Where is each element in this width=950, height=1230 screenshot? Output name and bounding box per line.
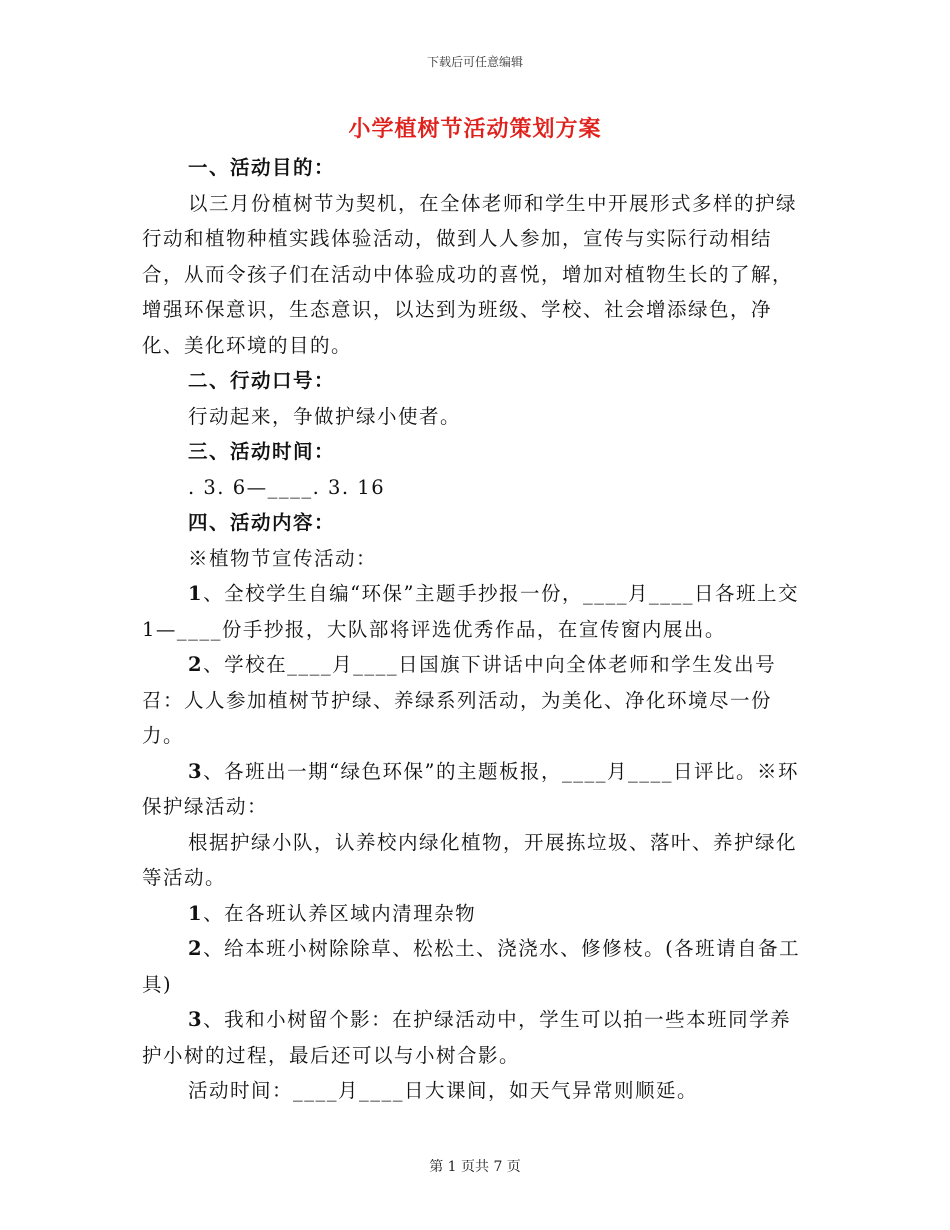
paragraph-slogan: 行动起来，争做护绿小使者。 bbox=[188, 404, 462, 428]
list-item-text: 、全校学生自编“环保”主题手抄报一份，____月____日各班上交1—____份手抄报，大队部将评选优秀作品，在宣传窗内展出。 bbox=[142, 582, 800, 641]
header-note: 下载后可任意编辑 bbox=[426, 55, 523, 69]
paragraph-purpose: 以三月份植树节为契机，在全体老师和学生中开展形式多样的护绿行动和植物种植实践体验活动，做到人人参加，宣传与实际行动相结合，从而令孩子们在活动中体验成功的喜悦，增加对植物生长的了解，增强环保意识，生态意识，以达到为班级、学校、社会增添绿色，净化、美化环境的目的。 bbox=[142, 191, 798, 357]
document-body bbox=[142, 150, 810, 1109]
section-heading-purpose: 一、活动目的： bbox=[188, 156, 336, 179]
section-heading-time: 三、活动时间： bbox=[188, 440, 336, 463]
list-item bbox=[142, 1002, 810, 1073]
list-item bbox=[142, 647, 810, 754]
list-item bbox=[142, 576, 810, 647]
subheading-publicity: ※植物节宣传活动： bbox=[188, 546, 378, 570]
list-item-number: 3 bbox=[188, 759, 204, 783]
paragraph-green-care: 根据护绿小队，认养校内绿化植物，开展拣垃圾、落叶、养护绿化等活动。 bbox=[142, 830, 798, 889]
paragraph-time: . 3. 6—____. 3. 16 bbox=[188, 475, 386, 499]
list-item-number: 2 bbox=[188, 653, 204, 676]
list-item-number: 1 bbox=[188, 582, 204, 605]
list-item bbox=[142, 931, 810, 1002]
list-item bbox=[142, 754, 810, 825]
page-indicator: 第 1 页共 7 页 bbox=[429, 1159, 521, 1175]
document-title: 小学植树节活动策划方案 bbox=[348, 116, 602, 142]
section-heading-slogan: 二、行动口号： bbox=[188, 369, 336, 392]
list-item-text: 、在各班认养区域内清理杂物 bbox=[203, 901, 477, 925]
list-item-text: 、各班出一期“绿色环保”的主题板报，____月____日评比。※环保护绿活动： bbox=[142, 759, 800, 818]
paragraph-activity-time: 活动时间：____月____日大课间，如天气异常则顺延。 bbox=[188, 1079, 699, 1102]
list-item-number: 3 bbox=[188, 1008, 204, 1031]
list-item bbox=[142, 896, 810, 932]
list-item-text: 、给本班小树除除草、松松土、浇浇水、修修枝。(各班请自备工具) bbox=[142, 937, 801, 996]
list-item-number: 1 bbox=[188, 901, 204, 925]
list-item-text: 、学校在____月____日国旗下讲话中向全体老师和学生发出号召：人人参加植树节护绿、养绿系列活动，为美化、净化环境尽一份力。 bbox=[142, 653, 777, 747]
list-item-text: 、我和小树留个影：在护绿活动中，学生可以拍一些本班同学养护小树的过程，最后还可以与小树合影。 bbox=[142, 1008, 792, 1067]
list-item-number: 2 bbox=[188, 937, 204, 960]
section-heading-content: 四、活动内容： bbox=[188, 511, 336, 534]
